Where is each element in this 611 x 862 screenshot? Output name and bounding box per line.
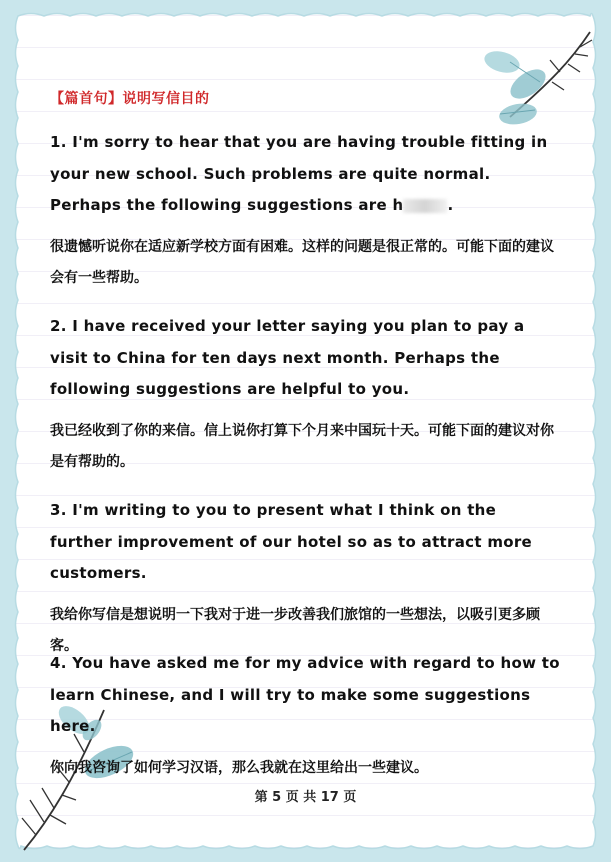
example-1-chinese: 很遗憾听说你在适应新学校方面有困难。这样的问题是很正常的。可能下面的建议会有一些帮助。 bbox=[50, 238, 554, 286]
example-3-english: 3. I'm writing to you to present what I think on the further improvement of our hotel so as to attract more customers. bbox=[50, 501, 533, 582]
example-3-chinese: 我给你写信是想说明一下我对于进一步改善我们旅馆的一些想法，以吸引更多顾客。 bbox=[50, 606, 540, 654]
page-number-prefix: 第 bbox=[254, 790, 268, 805]
example-4 bbox=[50, 648, 562, 784]
page-number-suffix: 页 bbox=[343, 790, 357, 805]
example-2-chinese: 我已经收到了你的来信。信上说你打算下个月来中国玩十天。可能下面的建议对你是有帮助的。 bbox=[50, 422, 554, 470]
example-1-english-text: 1. I'm sorry to hear that you are having trouble fitting in your new school. Such problems are quite normal. Perhaps the following suggestions are h bbox=[50, 133, 548, 214]
example-3 bbox=[50, 495, 562, 662]
example-1-english bbox=[50, 127, 562, 222]
blurred-word bbox=[403, 199, 447, 213]
section-heading: 【篇首句】说明写信目的 bbox=[50, 91, 210, 107]
page-number bbox=[0, 786, 611, 805]
example-4-chinese: 你向我咨询了如何学习汉语，那么我就在这里给出一些建议。 bbox=[50, 759, 428, 776]
page-number-current: 5 bbox=[272, 790, 282, 805]
example-4-english: 4. You have asked me for my advice with regard to how to learn Chinese, and I will try to make some suggestions here. bbox=[50, 654, 560, 735]
page-number-middle: 页 共 bbox=[285, 790, 317, 805]
example-1 bbox=[50, 127, 562, 294]
example-2 bbox=[50, 311, 562, 478]
example-2-english: 2. I have received your letter saying you plan to pay a visit to China for ten days next month. Perhaps the following suggestions are helpful to you. bbox=[50, 317, 525, 398]
leaf-branch-top-right-icon bbox=[480, 22, 600, 132]
page-number-total: 17 bbox=[320, 790, 339, 805]
example-1-english-end: . bbox=[447, 196, 454, 214]
